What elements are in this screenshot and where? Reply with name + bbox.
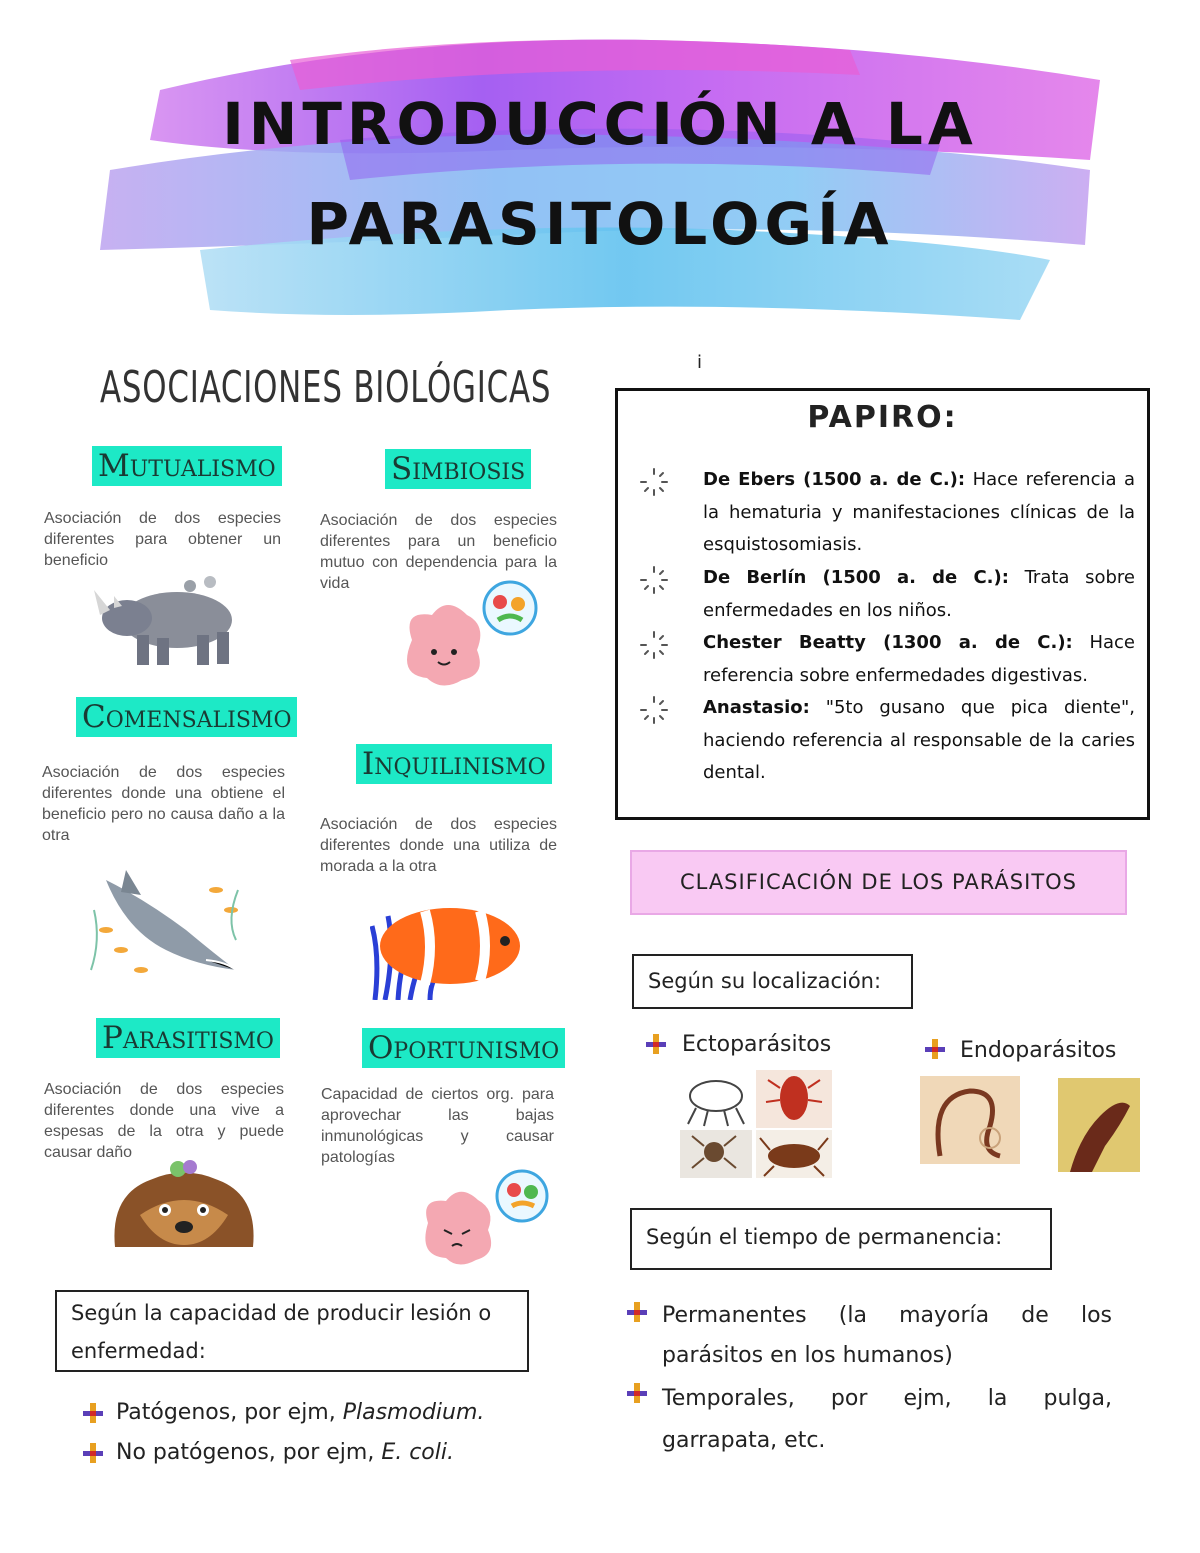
papiro-item-anastasio-text: "5to gusano que pica diente", haciendo referencia al responsable de la caries dental. xyxy=(703,697,1135,783)
lesion-item-2-text: No patógenos, por ejm, xyxy=(116,1440,382,1465)
desc-simbiosis: Asociación de dos especies diferentes para un beneficio mutuo con dependencia para la vida xyxy=(320,512,557,592)
lesion-item-1 xyxy=(116,1400,484,1425)
papiro-item-chester xyxy=(703,627,1135,692)
lesion-item-1-text: Patógenos, por ejm, xyxy=(116,1400,343,1425)
endoparasites-photos xyxy=(920,1076,1142,1176)
rhino-icon xyxy=(92,570,247,670)
intestine-happy-icon xyxy=(392,580,542,695)
lesion-label-box: Según la capacidad de producir lesión o enfermedad: xyxy=(55,1290,529,1372)
spinner-bullet-icon xyxy=(638,564,670,596)
stray-mark: i xyxy=(697,352,703,373)
associations-heading: ASOCIACIONES BIOLÓGICAS xyxy=(100,362,552,413)
papiro-item-chester-name: Chester Beatty (1300 a. de C.): xyxy=(703,632,1073,653)
time-item-permanentes: Permanentes (la mayoría de los parásitos en los humanos) xyxy=(662,1303,1112,1368)
lesion-item-2-example: E. coli. xyxy=(381,1440,454,1465)
term-parasitismo: Parasitismo xyxy=(96,1018,280,1058)
bullet-cross-icon xyxy=(645,1033,667,1055)
term-simbiosis: Simbiosis xyxy=(385,449,531,489)
page-title-line-1: INTRODUCCIÓN A LA xyxy=(222,90,978,158)
term-oportunismo: Oportunismo xyxy=(362,1028,565,1068)
desc-comensalismo: Asociación de dos especies diferentes donde una obtiene el beneficio pero no causa daño a la otra xyxy=(42,764,285,844)
term-mutualismo: Mutualismo xyxy=(92,446,282,486)
papiro-item-ebers-text: Hace referencia a la hematuria y manifestaciones clínicas de la esquistosomiasis. xyxy=(703,469,1136,555)
bullet-cross-icon xyxy=(82,1442,104,1464)
intestine-sad-icon xyxy=(418,1168,553,1270)
bullet-cross-icon xyxy=(626,1301,648,1323)
papiro-item-berlin xyxy=(703,562,1135,627)
time-item-temporales: Temporales, por ejm, la pulga, garrapata, etc. xyxy=(662,1386,1112,1453)
location-label-box: Según su localización: xyxy=(632,954,913,1009)
papiro-title: PAPIRO: xyxy=(807,400,958,435)
shark-fish-icon xyxy=(86,860,246,982)
bullet-cross-icon xyxy=(626,1382,648,1404)
spinner-bullet-icon xyxy=(638,694,670,726)
watercolor-banner xyxy=(90,20,1120,330)
papiro-item-anastasio xyxy=(703,692,1135,790)
papiro-item-ebers xyxy=(703,464,1135,562)
ectoparasites-photos xyxy=(680,1070,835,1178)
endo-label: Endoparásitos xyxy=(960,1038,1117,1063)
lesion-item-2 xyxy=(116,1440,454,1465)
desc-mutualismo: Asociación de dos especies diferentes para obtener un beneficio xyxy=(44,510,281,569)
term-inquilinismo: Inquilinismo xyxy=(356,744,552,784)
spinner-bullet-icon xyxy=(638,466,670,498)
papiro-item-berlin-name: De Berlín (1500 a. de C.): xyxy=(703,567,1009,588)
spinner-bullet-icon xyxy=(638,629,670,661)
classification-title: CLASIFICACIÓN DE LOS PARÁSITOS xyxy=(630,850,1127,915)
papiro-item-berlin-text: Trata sobre enfermedades en los niños. xyxy=(703,567,1135,621)
papiro-item-anastasio-name: Anastasio: xyxy=(703,697,810,718)
desc-oportunismo: Capacidad de ciertos org. para aprovechar las bajas inmunológicas y causar patologías xyxy=(321,1086,554,1166)
time-label-box: Según el tiempo de permanencia: xyxy=(630,1208,1052,1270)
bullet-cross-icon xyxy=(924,1038,946,1060)
desc-inquilinismo: Asociación de dos especies diferentes donde una utiliza de morada a la otra xyxy=(320,816,557,875)
term-comensalismo: Comensalismo xyxy=(76,697,297,737)
clownfish-anemone-icon xyxy=(370,896,530,1000)
ecto-label: Ectoparásitos xyxy=(682,1032,832,1057)
page-title-line-2: PARASITOLOGÍA xyxy=(306,190,894,258)
dog-parasite-icon xyxy=(110,1155,258,1247)
lesion-item-1-example: Plasmodium. xyxy=(342,1400,485,1425)
bullet-cross-icon xyxy=(82,1402,104,1424)
papiro-item-chester-text: Hace referencia sobre enfermedades digestivas. xyxy=(703,632,1136,686)
desc-parasitismo: Asociación de dos especies diferentes donde una vive a espesas de la otra y puede causar daño xyxy=(44,1081,284,1161)
papiro-item-ebers-name: De Ebers (1500 a. de C.): xyxy=(703,469,966,490)
